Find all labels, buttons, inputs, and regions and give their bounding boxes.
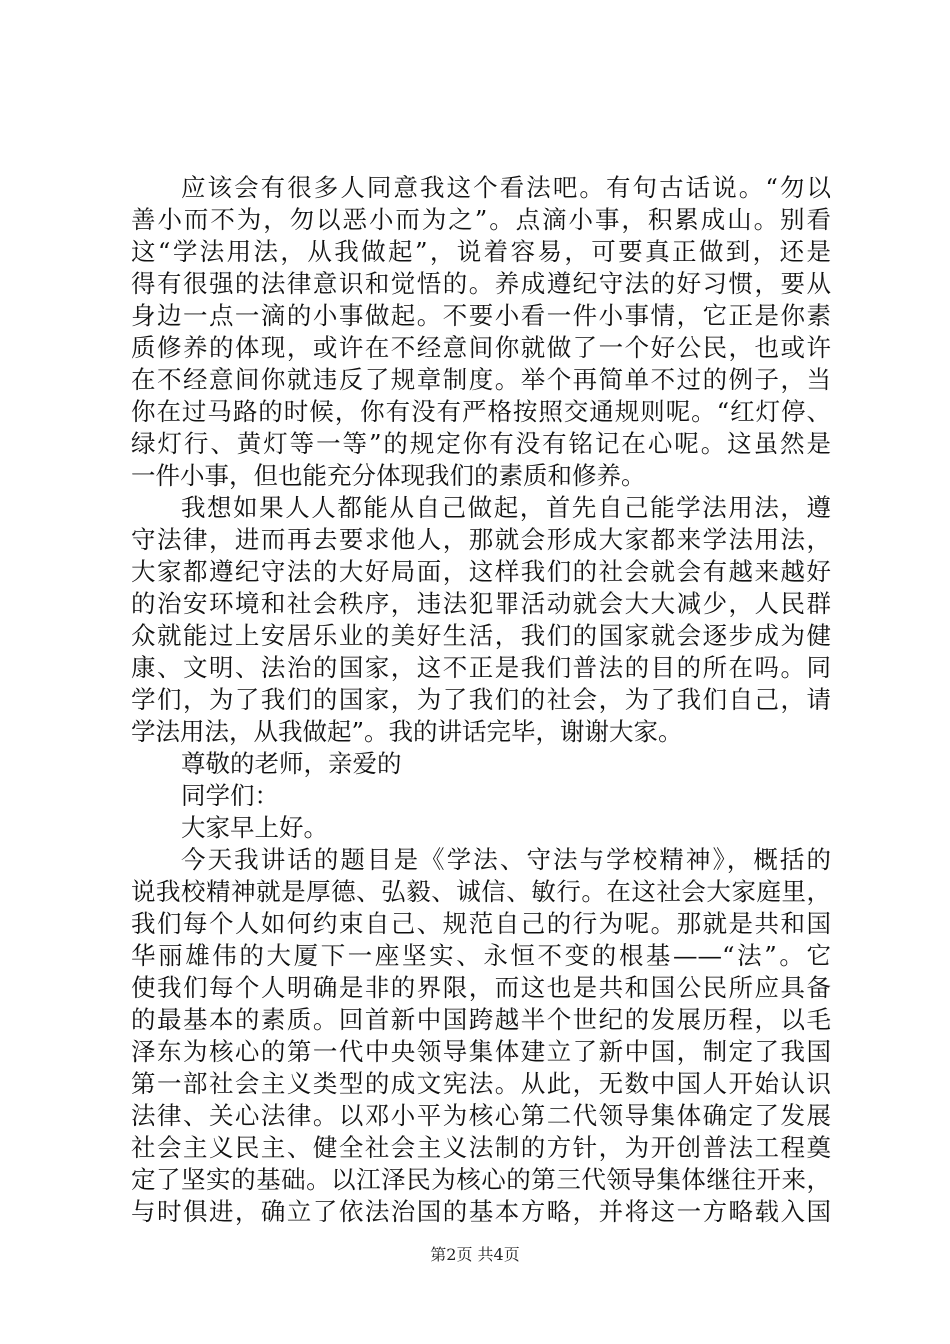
text-line: 与时俱进，确立了依法治国的基本方略，并将这一方略载入国 (131, 1197, 831, 1226)
text-line: 使我们每个人明确是非的界限，而这也是共和国公民所应具备 (131, 973, 831, 1002)
text-line: 康、文明、法治的国家，这不正是我们普法的目的所在吗。同 (131, 653, 831, 682)
text-line: 社会主义民主、健全社会主义法制的方针，为开创普法工程奠 (131, 1133, 831, 1162)
text-line: 同学们： (181, 781, 279, 810)
text-line: 第一部社会主义类型的成文宪法。从此，无数中国人开始认识 (131, 1069, 831, 1098)
text-line: 得有很强的法律意识和觉悟的。养成遵纪守法的好习惯，要从 (131, 269, 831, 298)
text-line: 善小而不为，勿以恶小而为之”。点滴小事，积累成山。别看 (131, 205, 831, 234)
text-line: 我们每个人如何约束自己、规范自己的行为呢。那就是共和国 (131, 909, 831, 938)
text-line: 学们，为了我们的国家，为了我们的社会，为了我们自己，请 (131, 685, 831, 714)
text-line: 在不经意间你就违反了规章制度。举个再简单不过的例子，当 (131, 365, 831, 394)
text-line: 说我校精神就是厚德、弘毅、诚信、敏行。在这社会大家庭里， (131, 877, 831, 906)
text-line: 绿灯行、黄灯等一等”的规定你有没有铭记在心呢。这虽然是 (131, 429, 831, 458)
text-line: 尊敬的老师，亲爱的 (181, 749, 402, 778)
text-line: 泽东为核心的第一代中央领导集体建立了新中国，制定了我国 (131, 1037, 831, 1066)
text-line: 这“学法用法，从我做起”，说着容易，可要真正做到，还是 (131, 237, 831, 266)
text-line: 华丽雄伟的大厦下一座坚实、永恒不变的根基——“法”。它 (131, 941, 831, 970)
text-line: 身边一点一滴的小事做起。不要小看一件小事情，它正是你素 (131, 301, 831, 330)
text-line: 今天我讲话的题目是《学法、守法与学校精神》，概括的 (181, 845, 831, 874)
text-line: 的治安环境和社会秩序，违法犯罪活动就会大大减少，人民群 (131, 589, 831, 618)
text-line: 守法律，进而再去要求他人，那就会形成大家都来学法用法， (131, 525, 831, 554)
text-line: 质修养的体现，或许在不经意间你就做了一个好公民，也或许 (131, 333, 831, 362)
page-number-footer: 第2页 共4页 (430, 1245, 520, 1264)
text-line: 应该会有很多人同意我这个看法吧。有句古话说。“勿以 (181, 173, 831, 202)
text-line: 学法用法，从我做起”。我的讲话完毕，谢谢大家。 (131, 717, 683, 746)
text-line: 一件小事，但也能充分体现我们的素质和修养。 (131, 461, 646, 490)
text-line: 你在过马路的时候，你有没有严格按照交通规则呢。“红灯停、 (131, 397, 831, 426)
text-line: 我想如果人人都能从自己做起，首先自己能学法用法，遵 (181, 493, 831, 522)
text-line: 大家早上好。 (181, 813, 328, 842)
text-line: 大家都遵纪守法的大好局面，这样我们的社会就会有越来越好 (131, 557, 831, 586)
text-line: 定了坚实的基础。以江泽民为核心的第三代领导集体继往开来， (131, 1165, 831, 1194)
text-line: 法律、关心法律。以邓小平为核心第二代领导集体确定了发展 (131, 1101, 831, 1130)
text-line: 的最基本的素质。回首新中国跨越半个世纪的发展历程，以毛 (131, 1005, 831, 1034)
text-line: 众就能过上安居乐业的美好生活，我们的国家就会逐步成为健 (131, 621, 831, 650)
